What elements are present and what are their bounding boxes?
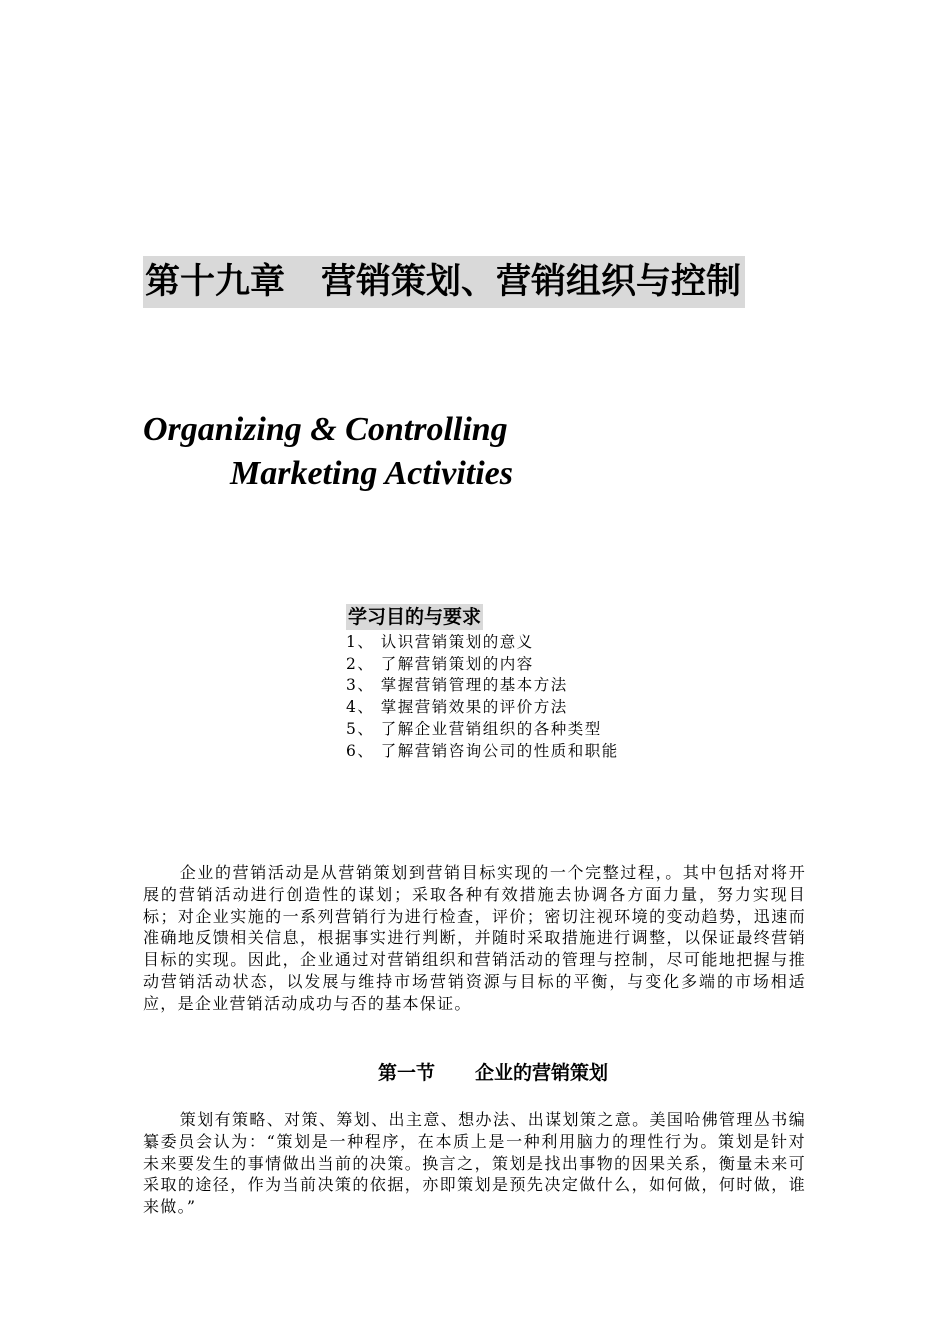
objective-item: 5、 了解企业营销组织的各种类型 bbox=[346, 719, 602, 738]
objective-item: 1、 认识营销策划的意义 bbox=[346, 633, 534, 651]
chapter-title bbox=[143, 256, 745, 308]
section-number: 第一节 bbox=[377, 1062, 435, 1084]
objective-item: 2、 了解营销策划的内容 bbox=[346, 654, 534, 673]
chapter-number: 第十九章 bbox=[145, 262, 286, 302]
english-title-line-2: Marketing Activities bbox=[230, 455, 514, 492]
objective-item: 4、 掌握营销效果的评价方法 bbox=[346, 698, 568, 717]
section-paragraph: 策划有策略、对策、筹划、出主意、想办法、出谋划策之意。美国哈佛管理丛书编纂委员会认为：“策划是一种程序，在本质上是一种利用脑力的理性行为。策划是针对未来要发生的事情做出当前的决策。换言之，策划是找出事物的因果关系，衡量未来可采取的途径，作为当前决策的依据，亦即策划是预先决定做什么，如何做，何时做，谁来做。” bbox=[143, 1110, 806, 1217]
english-title-line-1: Organizing & Controlling bbox=[143, 411, 508, 448]
objectives-list bbox=[346, 632, 619, 762]
objective-item: 6、 了解营销咨询公司的性质和职能 bbox=[346, 741, 619, 760]
learning-objectives bbox=[346, 604, 619, 762]
intro-paragraph: 企业的营销活动是从营销策划到营销目标实现的一个完整过程，。其中包括对将开展的营销活动进行创造性的谋划；采取各种有效措施去协调各方面力量，努力实现目标；对企业实施的一系列营销行为进行检查，评价；密切注视环境的变动趋势，迅速而准确地反馈相关信息，根据事实进行判断，并随时采取措施进行调整，以保证最终营销目标的实现。因此，企业通过对营销组织和营销活动的管理与控制，尽可能地把握与推动营销活动状态，以发展与维持市场营销资源与目标的平衡，与变化多端的市场相适应，是企业营销活动成功与否的基本保证。 bbox=[143, 863, 806, 1013]
objectives-heading: 学习目的与要求 bbox=[348, 606, 482, 628]
chapter-name: 营销策划、营销组织与控制 bbox=[321, 262, 742, 302]
section-title: 企业的营销策划 bbox=[475, 1062, 609, 1084]
objective-item: 3、 掌握营销管理的基本方法 bbox=[346, 676, 568, 695]
section-heading bbox=[143, 1060, 843, 1086]
english-title bbox=[143, 408, 513, 496]
